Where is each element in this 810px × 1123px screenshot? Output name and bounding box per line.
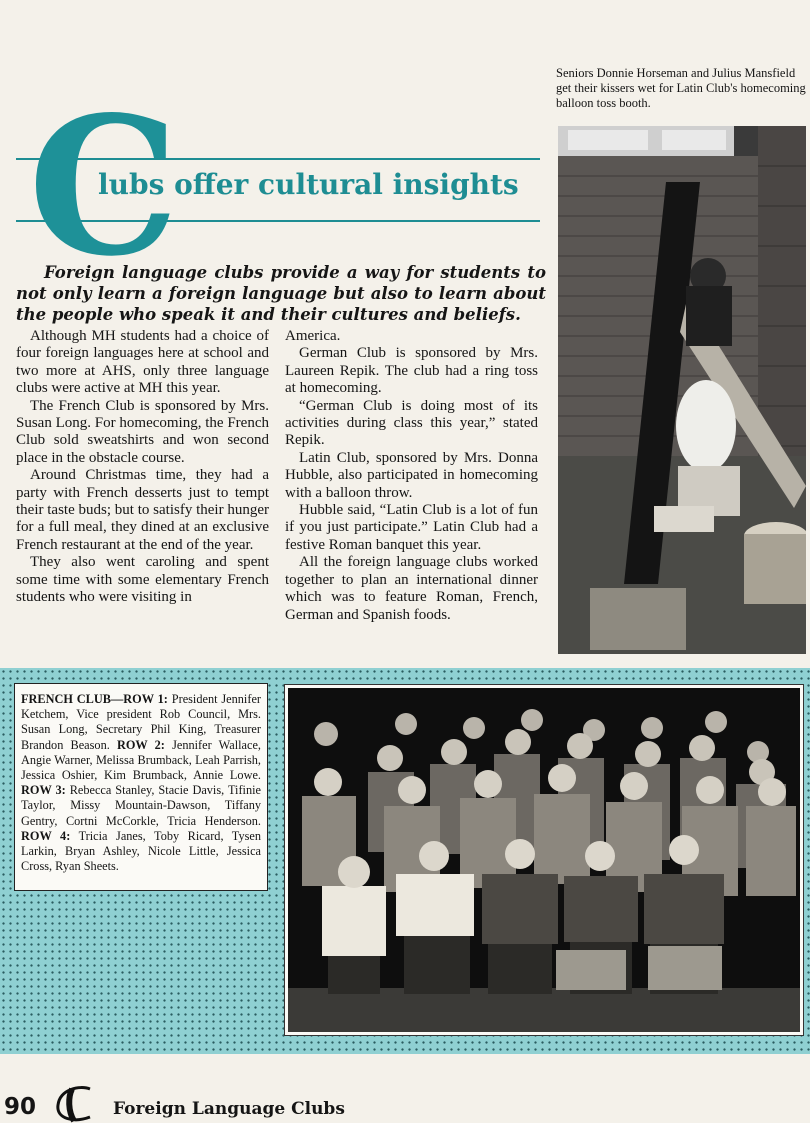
body-column-2: [285, 328, 538, 624]
paragraph: The French Club is sponsored by Mrs. Susan Long. For homecoming, the French Club sold sweatshirts and won second place in the obstacle course.: [16, 397, 269, 466]
paragraph: Hubble said, “Latin Club is a lot of fun if you just participate.” Latin Club had a festive Roman banquet this year.: [285, 502, 538, 553]
photo-caption-latin-club: Seniors Donnie Horseman and Julius Mansfield get their kissers wet for Latin Club's homecoming balloon toss booth.: [556, 66, 806, 110]
row-names: Jennifer Wallace, Angie Warner, Melissa Brumback, Leah Parrish, Jessica Oshier, Kim Brumback, Annie Lowe.: [21, 737, 261, 783]
french-club-group-photo: [288, 688, 800, 1032]
body-column-1: [16, 328, 269, 607]
paragraph: America.: [285, 328, 341, 344]
paragraph: German Club is sponsored by Mrs. Laureen Repik. The club had a ring toss at homecoming.: [285, 345, 538, 397]
paragraph: Latin Club, sponsored by Mrs. Donna Hubble, also participated in homecoming with a balloon throw.: [285, 449, 538, 501]
row-label: ROW 3:: [21, 783, 66, 798]
page-number: 90: [4, 1094, 37, 1120]
row-label: FRENCH CLUB—ROW 1:: [21, 692, 168, 706]
french-club-caption-box: [14, 683, 268, 891]
deck-text: Foreign language clubs provide a way for students to not only learn a foreign language but also to learn about the people who speak it and their cultures and beliefs.: [16, 263, 546, 324]
row-names: Rebecca Stanley, Stacie Davis, Tifinie Taylor, Missy Mountain-Dawson, Tiffany Gentry, Cortni McCorkle, Tricia Henderson.: [21, 783, 261, 828]
clubs-c-icon: [50, 1083, 102, 1123]
row-names: Tricia Janes, Toby Ricard, Tysen Larkin, Bryan Ashley, Nicole Little, Jessica Cross, Ryan Sheets.: [21, 828, 262, 874]
row-names: President Jennifer Ketchem, Vice president Rob Council, Mrs. Susan Long, Secretary Phil King, Treasurer Brandon Beason.: [21, 692, 261, 752]
photo-balloon-toss-illustration: [558, 126, 806, 654]
paragraph: They also went caroling and spent some time with some elementary French students who were visiting in: [16, 554, 269, 606]
headline-title: lubs offer cultural insights: [98, 168, 519, 201]
french-club-caption: [21, 692, 261, 874]
headline-initial: C: [28, 75, 176, 298]
paragraph: All the foreign language clubs worked together to plan an international dinner which was to feature Roman, French, German and Spanish foods.: [285, 554, 538, 623]
paragraph: Around Christmas time, they had a party with French desserts just to tempt their taste buds; but to satisfy their hunger for a full meal, they dined at an exclusive French restaurant at the end of the year.: [16, 467, 269, 553]
row-label: ROW 4:: [21, 828, 71, 843]
paragraph: “German Club is doing most of its activities during class this year,” stated Repik.: [285, 397, 538, 449]
paragraph: Although MH students had a choice of four foreign languages here at school and two more at AHS, only three language clubs were active at MH this year.: [16, 328, 269, 397]
row-label: ROW 2:: [116, 737, 165, 752]
section-title: Foreign Language Clubs: [113, 1099, 345, 1119]
group-photo-illustration: [288, 688, 800, 1032]
photo-balloon-toss-booth: [558, 126, 806, 654]
french-club-photo-frame: [284, 684, 804, 1036]
deck-intro: [16, 262, 546, 325]
